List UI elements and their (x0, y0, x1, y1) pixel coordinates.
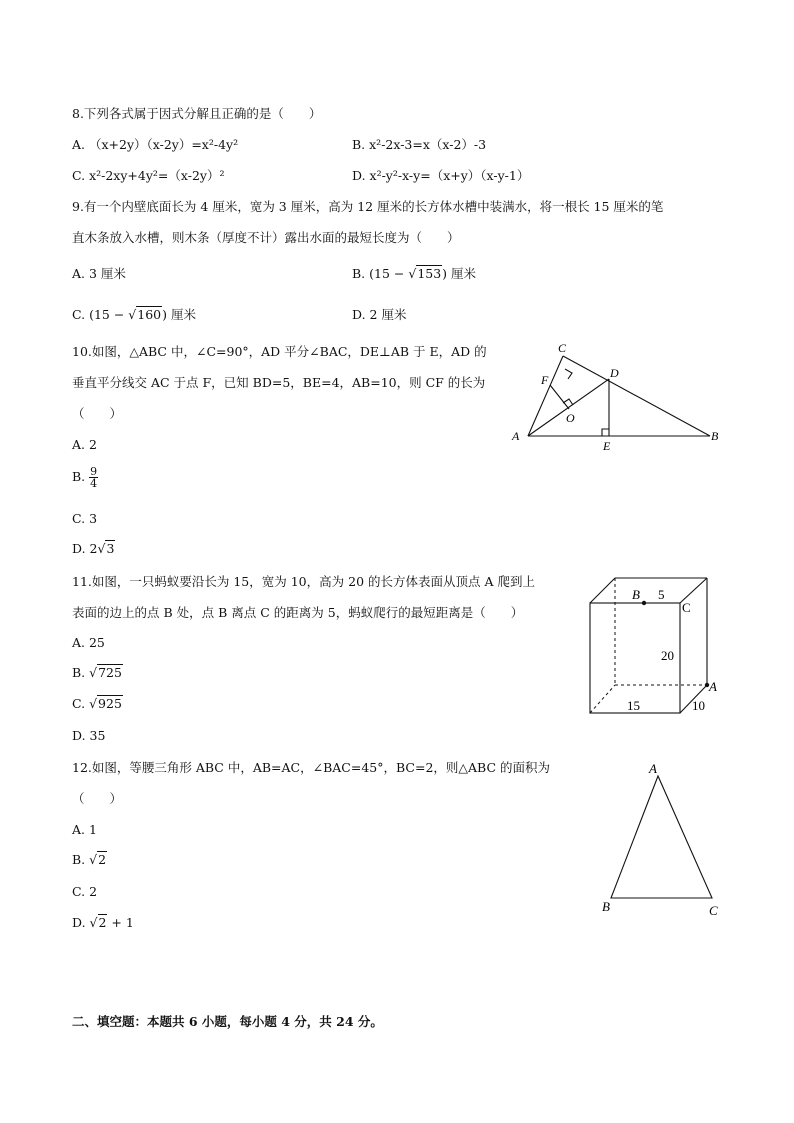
q10-option-c: C. 3 (72, 511, 98, 526)
fraction (89, 466, 98, 489)
q12-option-d-radicand: 2 (98, 915, 107, 930)
q9-option-b (352, 266, 476, 282)
sqrt-icon: √ (128, 307, 137, 322)
q9-option-c-radicand: 160 (137, 307, 162, 322)
label-b: B (602, 899, 610, 914)
label-a: A (512, 429, 520, 443)
sqrt-icon: √ (89, 915, 98, 930)
q10-stem-line1: 10.如图，△ABC 中，∠C=90°，AD 平分∠BAC，DE⊥AB 于 E，AD 的 (72, 344, 487, 359)
q9-option-d: D. 2 厘米 (352, 307, 407, 322)
right-angle-mark-c (565, 369, 572, 379)
q12-option-b-label: B. (72, 852, 90, 867)
q11-cuboid-diagram (582, 570, 732, 720)
q11-option-c (72, 696, 123, 712)
q10-stem-line2: 垂直平分线交 AC 于点 F，已知 BD=5，BE=4，AB=10，则 CF 的长为 (72, 375, 486, 390)
q10-option-d (72, 541, 115, 557)
q12-option-b (72, 852, 107, 868)
label-fifteen: 15 (627, 698, 640, 713)
label-b: B (632, 587, 640, 602)
q12-option-c: C. 2 (72, 884, 98, 899)
q10-option-d-radicand: 3 (106, 541, 115, 556)
q11-option-c-radicand: 925 (98, 696, 122, 711)
q11-option-b (72, 665, 123, 681)
hidden-edge-left (590, 685, 615, 713)
q12-stem-line2: （ ） (72, 791, 123, 806)
q9-option-c-suffix: ) 厘米 (162, 307, 196, 322)
q10-figure (505, 340, 730, 459)
q11-stem-line1: 11.如图，一只蚂蚁要沿长为 15，宽为 10，高为 20 的长方体表面从顶点 A 爬到上 (72, 574, 535, 589)
q12-option-b-radicand: 2 (98, 852, 107, 867)
sqrt-icon: √ (97, 541, 106, 556)
point-b (642, 601, 646, 605)
q12-stem-line1: 12.如图，等腰三角形 ABC 中，AB=AC，∠BAC=45°，BC=2，则△ABC 的面积为 (72, 760, 550, 775)
label-a: A (649, 761, 657, 776)
q8-option-b: B. x²-2x-3=x（x-2）-3 (352, 137, 487, 152)
label-e: E (603, 439, 611, 453)
q10-option-b-label: B. (72, 469, 86, 484)
q8-stem: 8.下列各式属于因式分解且正确的是（ ） (72, 106, 322, 121)
label-f: F (541, 373, 549, 387)
q12-triangle-diagram (596, 758, 731, 923)
sqrt-icon: √ (408, 266, 417, 281)
fraction-denominator: 4 (90, 477, 98, 490)
q11-option-c-label: C. (72, 696, 90, 711)
q9-stem-line2: 直木条放入水槽，则木条（厚度不计）露出水面的最短长度为（ ） (72, 230, 460, 245)
q9-option-b-radicand: 153 (417, 266, 442, 281)
q8-option-c: C. x²-2xy+4y²=（x-2y）² (72, 168, 225, 183)
q11-option-b-label: B. (72, 665, 90, 680)
segment-fo (550, 385, 569, 409)
label-five: 5 (658, 587, 665, 602)
q11-option-d: D. 35 (72, 728, 106, 743)
label-c: C (709, 903, 718, 918)
q12-figure (596, 758, 731, 927)
q9-option-c (72, 307, 196, 323)
q11-figure (582, 570, 732, 724)
q10-option-b (72, 466, 98, 489)
fraction-numerator: 9 (90, 465, 98, 478)
q9-option-b-prefix: B. (15 − (352, 266, 409, 281)
q9-stem-line1: 9.有一个内壁底面长为 4 厘米，宽为 3 厘米，高为 12 厘米的长方体水槽中装满水，将一根长 15 厘米的笔 (72, 199, 664, 214)
q10-triangle-diagram (505, 340, 730, 455)
q10-stem-line3: （ ） (72, 406, 123, 421)
sqrt-icon: √ (89, 696, 98, 711)
q9-option-b-suffix: ) 厘米 (442, 266, 477, 281)
q12-option-d-label: D. (72, 915, 90, 930)
label-c: C (682, 600, 691, 615)
q9-option-a: A. 3 厘米 (72, 266, 126, 281)
edge-top-left (590, 578, 615, 603)
q11-option-a: A. 25 (72, 635, 105, 650)
q9-option-c-prefix: C. (15 − (72, 307, 129, 322)
label-a: A (709, 679, 717, 694)
label-c: C (558, 341, 567, 355)
triangle-abc (611, 776, 712, 898)
sqrt-icon: √ (89, 852, 98, 867)
q12-option-a: A. 1 (72, 822, 97, 837)
section-2-heading: 二、填空题：本题共 6 小题，每小题 4 分，共 24 分。 (72, 1014, 383, 1029)
label-o: O (566, 411, 575, 425)
q10-option-d-prefix: D. 2 (72, 541, 98, 556)
q12-option-d (72, 915, 134, 931)
sqrt-icon: √ (89, 665, 98, 680)
q12-option-d-suffix: + 1 (107, 915, 134, 930)
label-d: D (610, 366, 619, 380)
label-b: B (711, 429, 719, 443)
q11-stem-line2: 表面的边上的点 B 处，点 B 离点 C 的距离为 5，蚂蚁爬行的最短距离是（ ） (72, 605, 524, 620)
q10-option-a: A. 2 (72, 437, 97, 452)
q8-option-d: D. x²-y²-x-y=（x+y）（x-y-1） (352, 168, 530, 183)
label-twenty: 20 (661, 648, 674, 663)
right-angle-mark-e (602, 429, 609, 436)
q8-option-a: A. （x+2y）（x-2y）=x²-4y² (72, 137, 239, 152)
q11-option-b-radicand: 725 (98, 665, 122, 680)
label-ten: 10 (692, 698, 705, 713)
